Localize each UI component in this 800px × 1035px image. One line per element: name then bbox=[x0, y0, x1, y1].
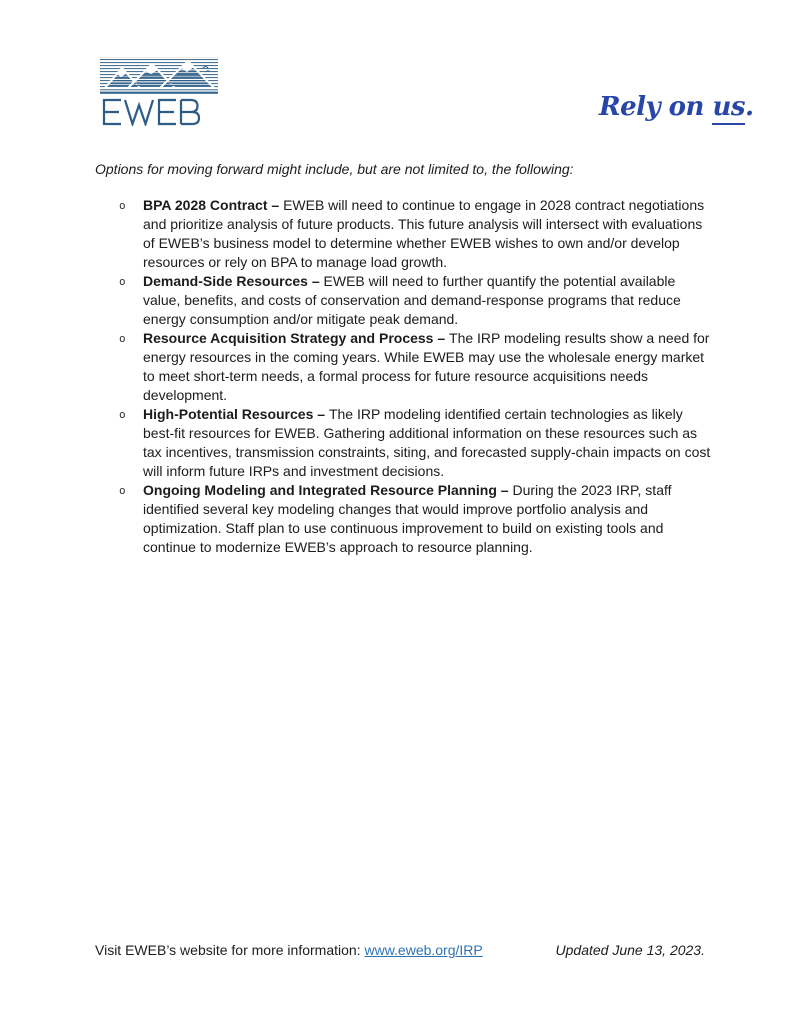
bullet-marker: o bbox=[119, 199, 126, 212]
list-item bbox=[119, 272, 712, 329]
footer-link[interactable]: www.eweb.org/IRP bbox=[364, 942, 483, 958]
list-item bbox=[119, 481, 712, 557]
bullet-text bbox=[143, 196, 712, 272]
eweb-wordmark-text bbox=[100, 126, 101, 127]
list-item bbox=[119, 405, 712, 481]
bullet-text bbox=[143, 405, 712, 481]
bullet-marker: o bbox=[119, 275, 126, 288]
mountain-logo-icon bbox=[100, 56, 218, 94]
eweb-wordmark-icon bbox=[100, 98, 202, 126]
tagline-underlined: us bbox=[712, 92, 745, 125]
bullet-marker: o bbox=[119, 408, 126, 421]
bullet-text bbox=[143, 481, 712, 557]
tagline-period: . bbox=[745, 92, 754, 122]
bullet-body: EWEB will need to further quantify the potential available value, benefits, and costs of conservation and demand-response programs that reduce energy consumption and/or mitigate peak demand. bbox=[143, 273, 681, 327]
bullet-title: High-Potential Resources – bbox=[143, 406, 329, 422]
bullet-body: The IRP modeling results show a need for energy resources in the coming years. While EWEB may use the wholesale energy market to meet short-term needs, a formal process for future resource acquisitions needs development. bbox=[143, 330, 710, 403]
list-item bbox=[119, 196, 712, 272]
updated-date: Updated June 13, 2023. bbox=[555, 942, 705, 958]
bullet-title: BPA 2028 Contract – bbox=[143, 197, 284, 213]
footer-text bbox=[95, 941, 483, 960]
bullet-body: The IRP modeling identified certain technologies as likely best-fit resources for EWEB. Gathering additional information on these resources such as tax incentives, transmission constraints, siting, and forecasted supply-chain impacts on cost will inform future IRPs and investment decisions. bbox=[143, 406, 711, 479]
options-list bbox=[119, 196, 712, 557]
bullet-body: EWEB will need to continue to engage in 2028 contract negotiations and prioritize analysis of future products. This future analysis will intersect with evaluations of EWEB’s business model to determine whether EWEB wishes to own and/or develop resources or rely on BPA to manage load growth. bbox=[143, 197, 705, 270]
bullet-title: Demand-Side Resources – bbox=[143, 273, 324, 289]
bullet-title: Resource Acquisition Strategy and Process – bbox=[143, 330, 450, 346]
list-item bbox=[119, 329, 712, 405]
bullet-title: Ongoing Modeling and Integrated Resource Planning – bbox=[143, 482, 513, 498]
bullet-text bbox=[143, 329, 712, 405]
page-footer bbox=[95, 941, 705, 960]
bullet-text bbox=[143, 272, 712, 329]
brand-tagline bbox=[599, 92, 754, 122]
bullet-marker: o bbox=[119, 484, 126, 497]
intro-paragraph: Options for moving forward might include, but are not limited to, the following: bbox=[95, 161, 574, 177]
eweb-logo bbox=[100, 56, 218, 126]
bullet-marker: o bbox=[119, 332, 126, 345]
footer-prefix: Visit EWEB’s website for more information: bbox=[95, 942, 365, 958]
bullet-body: During the 2023 IRP, staff identified several key modeling changes that would improve portfolio analysis and optimization. Staff plan to use continuous improvement to build on existing tools and continue to modernize EWEB’s approach to resource planning. bbox=[143, 482, 672, 555]
tagline-pre: Rely on bbox=[599, 92, 713, 122]
